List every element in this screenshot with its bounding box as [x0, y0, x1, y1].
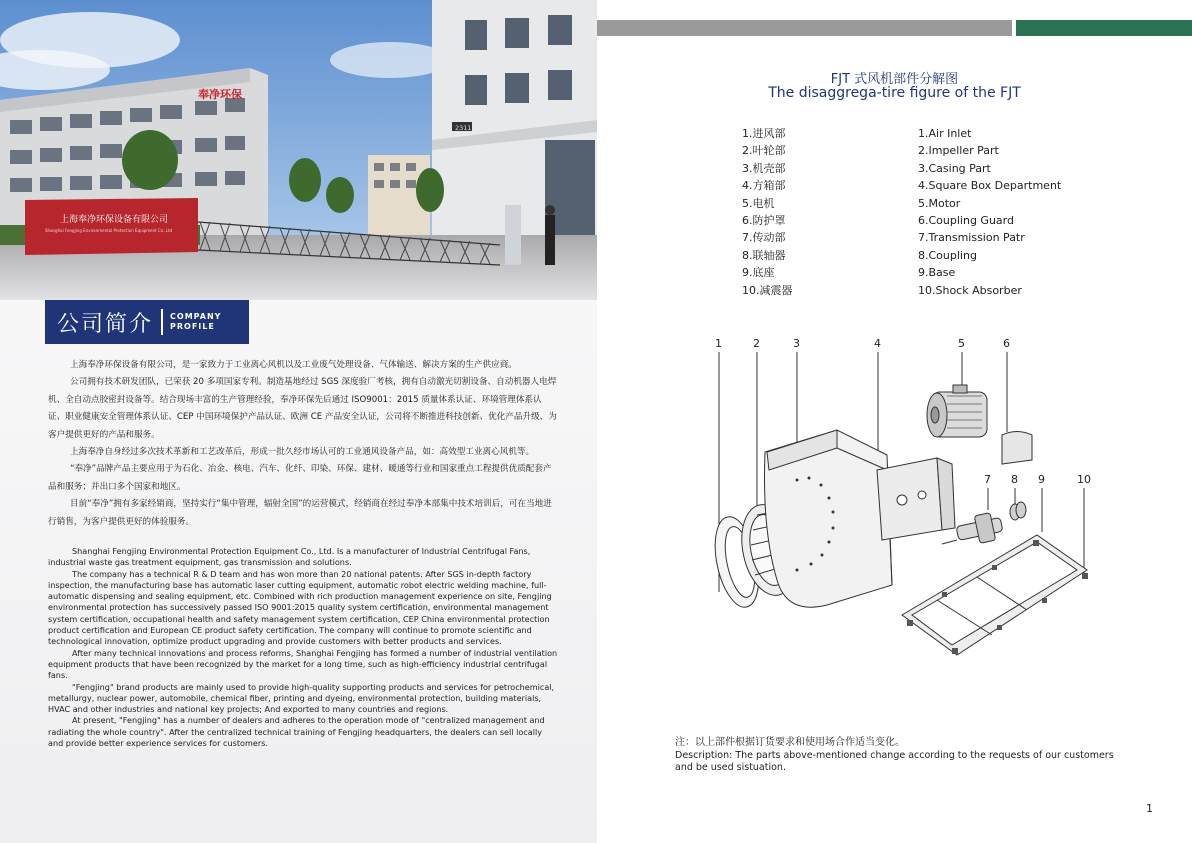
gate-sign-en: Shanghai Fengjing Environmental Protection Equipment Co.,Ltd — [45, 228, 173, 233]
part-item-en: 3.Casing Part — [918, 161, 991, 175]
company-profile-heading — [45, 300, 249, 344]
exploded-fan-diagram — [597, 330, 1192, 690]
callout-8: 8 — [1011, 473, 1018, 486]
en-paragraph: "Fengjing" brand products are mainly used to provide high-quality supporting products and services for petrochemical, metallurgy, nuclear power, automobile, chemical fiber, printing and dyeing, environmental protection, building materials, HVAC and other industries and national key projects; And exported to many countries and regions. — [48, 681, 555, 715]
profile-title-cn: 公司简介 — [57, 311, 154, 337]
part-item-en: 4.Square Box Department — [918, 179, 1062, 193]
cn-paragraph: 上海奉净自身经过多次技术革新和工艺改革后，形成一批久经市场认可的工业通风设备产品，如：高效型工业离心风机等。 — [70, 447, 535, 458]
callout-6: 6 — [1003, 337, 1010, 350]
part-item-en: 10.Shock Absorber — [918, 283, 1022, 297]
part-item-en: 1.Air Inlet — [918, 127, 972, 140]
part-item-en: 8.Coupling — [918, 248, 977, 262]
header-bar-grey — [597, 20, 1012, 36]
callout-5: 5 — [958, 337, 965, 350]
callout-9: 9 — [1038, 473, 1045, 486]
building-sign: 奉净环保 — [198, 88, 242, 101]
note-cn: 注：以上部件根据订货要求和使用场合作适当变化。 — [675, 737, 905, 748]
building-number: 2311 — [455, 124, 472, 132]
note-en: Description: The parts above-mentioned change according to the requests of our customers and be used sistuation. — [675, 750, 1114, 773]
en-paragraph: Shanghai Fengjing Environmental Protection Equipment Co., Ltd. Is a manufacturer of Industrial Centrifugal Fans, industrial waste gas treatment equipment, gas transmission and solutions. — [48, 546, 531, 568]
cn-paragraph: 公司拥有技术研发团队，已荣获 20 多项国家专利。制造基地经过 SGS 深度验厂考核，拥有自动激光切割设备、自动机器人电焊机、全自动点胶密封设备等。结合现场丰富的生产管理经验，奉净环保先后通过 ISO9001：2015 质量体系认证、环境管理体系认证、职业健康安全管理体系认证、CEP 中国环境保护产品认证、欧洲 CE 产品安全认证，公司将不断推进科技创新、优化产品升级、为客户提供更好的产品和服务。 — [48, 377, 557, 440]
part-item-en: 9.Base — [918, 266, 956, 280]
en-paragraph: After many technical innovations and process reforms, Shanghai Fengjing has formed a number of industrial ventilation equipment products that have been recognized by the market for a long time, such as high-efficiency industrial centrifugal fans. — [48, 647, 558, 681]
callout-10: 10 — [1077, 473, 1091, 486]
part-item-en: 7.Transmission Patr — [918, 231, 1025, 245]
cn-paragraph: “奉净”品牌产品主要应用于为石化、冶金、核电、汽车、化纤、印染、环保、建材、暖通等行业和国家重点工程提供优质配套产品和服务；并出口多个国家和地区。 — [48, 464, 552, 492]
diagram-title-en: The disaggrega-tire figure of the FJT — [768, 85, 1021, 101]
profile-title-en — [170, 312, 221, 332]
cn-paragraph: 目前“奉净”拥有多家经销商，坚持实行“集中管理，辐射全国”的运营模式，经销商在经过奉净本部集中技术培训后，可在当地进行销售，为客户提供更好的体验服务。 — [48, 499, 552, 527]
part-item-cn: 3.机壳部 — [742, 161, 786, 175]
part-item-en: 6.Coupling Guard — [918, 214, 1014, 228]
part-item-cn: 10.减震器 — [742, 283, 793, 297]
part-item-cn: 7.传动部 — [742, 231, 786, 245]
part-item-en: 2.Impeller Part — [918, 144, 999, 158]
callout-2: 2 — [753, 337, 760, 350]
profile-title-divider — [161, 309, 163, 335]
callout-3: 3 — [793, 337, 800, 350]
part-item-cn: 5.电机 — [742, 196, 775, 210]
factory-photo — [0, 0, 597, 300]
profile-title-en-line2: PROFILE — [170, 322, 215, 331]
profile-text-cn — [48, 357, 558, 531]
parts-list-cn — [742, 125, 793, 299]
part-item-cn: 4.方箱部 — [742, 179, 786, 193]
part-item-cn: 8.联轴器 — [742, 248, 786, 262]
part-item-cn: 2.叶轮部 — [742, 144, 786, 158]
gate-sign-cn: 上海奉净环保设备有限公司 — [60, 215, 169, 225]
header-bar-green — [1016, 20, 1192, 36]
callout-1: 1 — [715, 337, 722, 350]
en-paragraph: The company has a technical R & D team and has won more than 20 national patents. After SGS in-depth factory inspection, the manufacturing base has automatic laser cutting equipment, automatic robot electric welding machine, full-automatic dispensing and sealing equipment, etc. Combined with rich production management experience on site, Fengjing environmental protection has successively passed ISO 9001:2015 quality system certification, environmental management system certification, occupational health and safety management system certification, CEP China environmental protection product certification and European CE product safety certification. The company will continue to promote scientific and technological innovation, optimize product upgrading and provide customers with better products and services. — [48, 568, 552, 647]
part-item-en: 5.Motor — [918, 196, 961, 210]
part-item-cn: 9.底座 — [742, 266, 775, 280]
profile-title-en-line1: COMPANY — [170, 312, 222, 321]
cn-paragraph: 上海奉净环保设备有限公司，是一家致力于工业离心风机以及工业废气处理设备、气体输送、解决方案的生产供应商。 — [70, 360, 517, 370]
diagram-title-cn: FJT 式风机部件分解图 — [830, 72, 959, 87]
callout-7: 7 — [984, 473, 991, 486]
part-item-cn: 6.防护罩 — [742, 214, 786, 228]
parts-list-en — [918, 125, 1061, 299]
part-item-cn: 1.进风部 — [742, 127, 786, 140]
right-page — [597, 0, 1192, 843]
callout-4: 4 — [874, 337, 881, 350]
en-paragraph: At present, "Fengjing" has a number of dealers and adheres to the operation mode of "centralized management and radiating the whole country". After the centralized technical training of Fengjing headquarters, the dealers can sell locally and provide better experience services for customers. — [48, 715, 545, 749]
page-number: 1 — [1146, 802, 1153, 815]
profile-text-en — [48, 546, 558, 749]
